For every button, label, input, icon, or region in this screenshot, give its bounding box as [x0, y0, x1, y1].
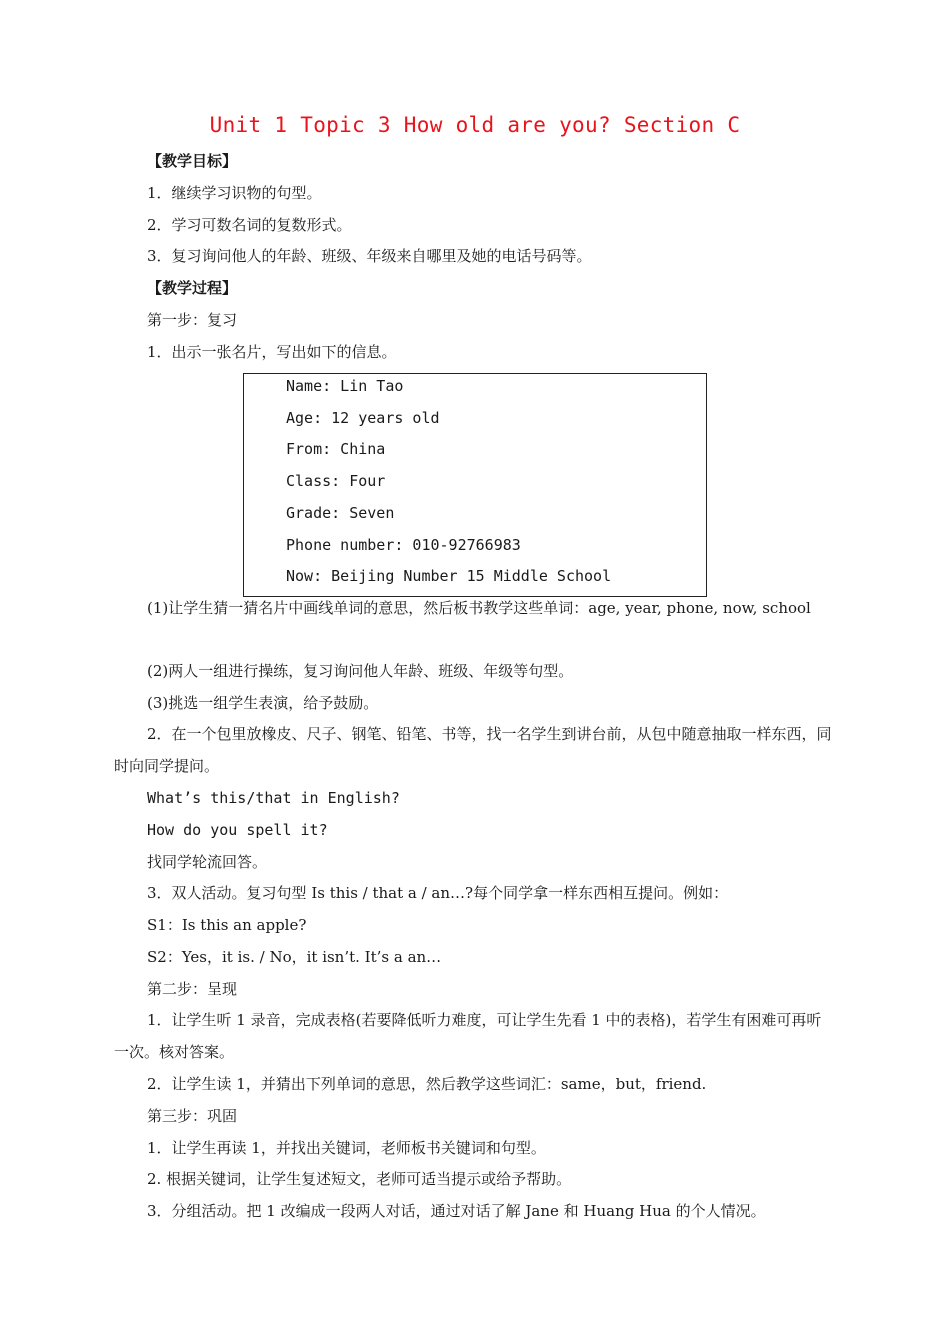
question-spell: How do you spell it? — [147, 821, 328, 839]
step-2-item-2: 2．让学生读 1，并猜出下列单词的意思，然后教学这些词汇：same，but，friend. — [147, 1075, 707, 1093]
step-1-item-3: 3．双人活动。复习句型 Is this / that a / an…?每个同学拿一样东西相互提问。例如： — [147, 884, 729, 902]
dialog-line-s1: S1：Is this an apple? — [147, 916, 307, 934]
document-title: Unit 1 Topic 3 How old are you? Section C — [209, 113, 741, 137]
card-name: Name: Lin Tao — [286, 377, 404, 395]
objectives-heading: 【教学目标】 — [147, 152, 238, 170]
question-what: What’s this/that in English? — [147, 789, 400, 807]
step-3-item-3: 3．分组活动。把 1 改编成一段两人对话，通过对话了解 Jane 和 Huang Hua 的个人情况。 — [147, 1202, 766, 1220]
card-grade: Grade: Seven — [286, 504, 395, 522]
paragraph-guess-words: (1)让学生猜一猜名片中画线单词的意思，然后板书教学这些单词：age, year, phone, now, school — [147, 599, 811, 617]
dialog-line-s2: S2：Yes，it is. / No，it isn’t. It’s a an… — [147, 948, 442, 966]
step-1-item-2: 2．在一个包里放橡皮、尺子、钢笔、铅笔、书等，找一名学生到讲台前，从包中随意抽取一样东西，同时向同学提问。 — [114, 725, 832, 775]
paragraph-performance: (3)挑选一组学生表演，给予鼓励。 — [147, 694, 379, 712]
paragraph-pair-practice: (2)两人一组进行操练，复习询问他人年龄、班级、年级等句型。 — [147, 662, 574, 680]
business-card — [243, 373, 707, 597]
card-class: Class: Four — [286, 472, 386, 490]
step-3-heading: 第三步：巩固 — [147, 1107, 238, 1125]
step-2-item-1: 1．让学生听 1 录音，完成表格(若要降低听力难度，可让学生先看 1 中的表格)，若学生有困难可再听一次。核对答案。 — [114, 1011, 822, 1061]
card-age: Age: 12 years old — [286, 409, 440, 427]
step-3-item-2: 2. 根据关键词，让学生复述短文，老师可适当提示或给予帮助。 — [147, 1170, 572, 1188]
objective-item-2: 2．学习可数名词的复数形式。 — [147, 216, 352, 234]
answer-instruction: 找同学轮流回答。 — [147, 853, 268, 871]
objective-item-3: 3．复习询问他人的年龄、班级、年级来自哪里及她的电话号码等。 — [147, 247, 592, 265]
card-from: From: China — [286, 440, 386, 458]
step-2-heading: 第二步：呈现 — [147, 980, 238, 998]
process-heading: 【教学过程】 — [147, 279, 238, 297]
step-1-item-1: 1．出示一张名片，写出如下的信息。 — [147, 343, 397, 361]
card-phone: Phone number: 010-92766983 — [286, 536, 521, 554]
step-3-item-1: 1．让学生再读 1，并找出关键词，老师板书关键词和句型。 — [147, 1139, 546, 1157]
objective-item-1: 1．继续学习识物的句型。 — [147, 184, 322, 202]
step-1-heading: 第一步：复习 — [147, 311, 238, 329]
card-now: Now: Beijing Number 15 Middle School — [286, 567, 612, 585]
